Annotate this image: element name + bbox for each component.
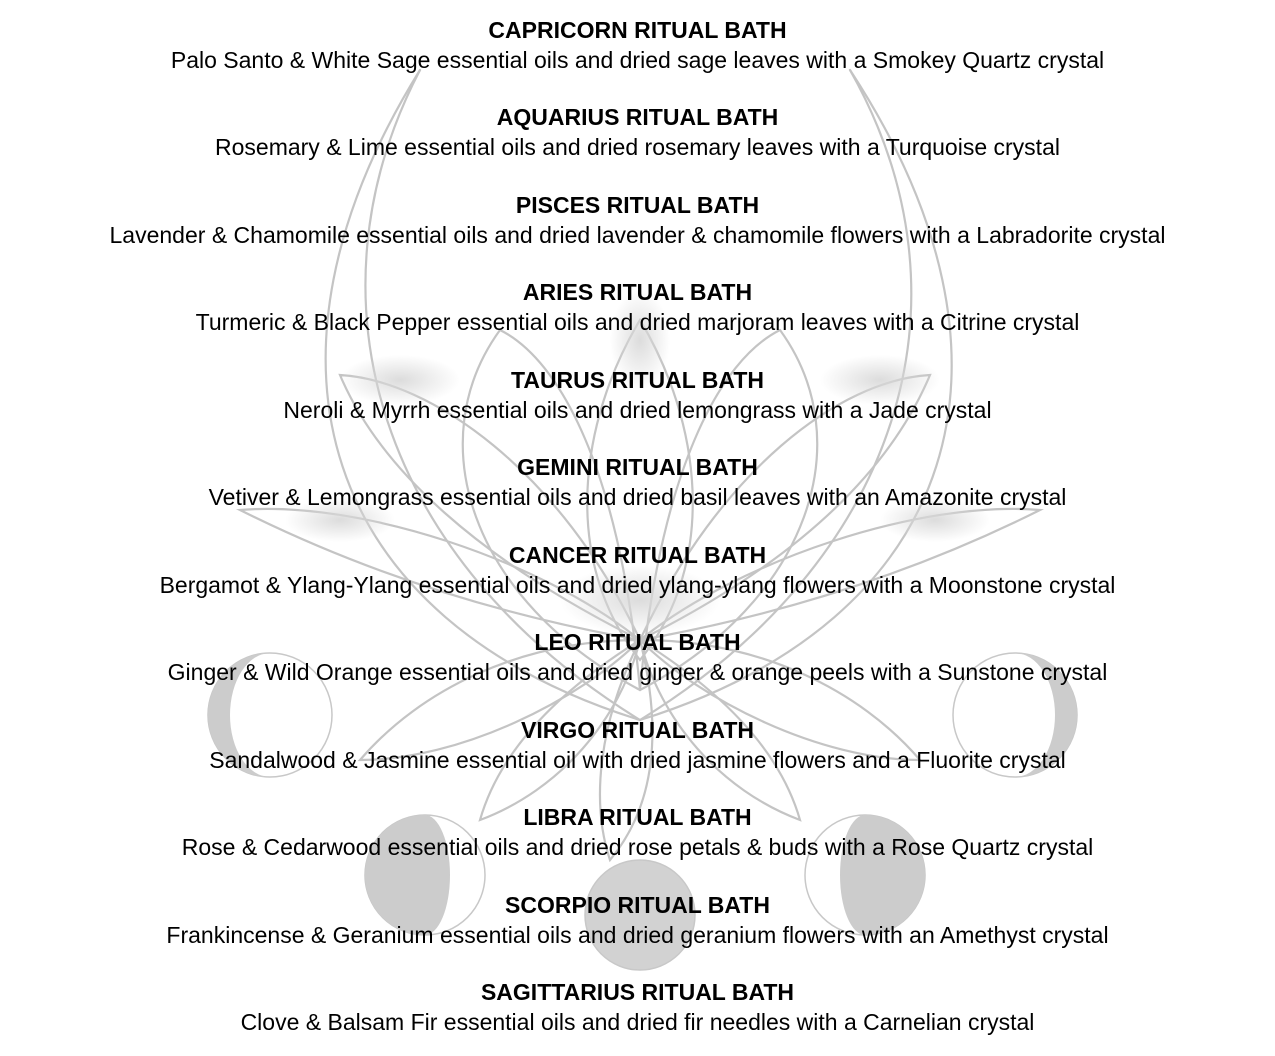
- bath-description: Rose & Cedarwood essential oils and dried rose petals & buds with a Rose Quartz crystal: [181, 834, 1094, 860]
- list-item: [0, 803, 1275, 862]
- list-item: [0, 891, 1275, 950]
- bath-title: ARIES RITUAL BATH: [522, 279, 753, 305]
- bath-description: Turmeric & Black Pepper essential oils and dried marjoram leaves with a Citrine crystal: [195, 309, 1080, 335]
- bath-title: LIBRA RITUAL BATH: [523, 804, 752, 830]
- list-item: [0, 366, 1275, 425]
- list-item: [0, 628, 1275, 687]
- bath-description: Palo Santo & White Sage essential oils and dried sage leaves with a Smokey Quartz crystal: [170, 47, 1105, 73]
- bath-description: Bergamot & Ylang-Ylang essential oils and dried ylang-ylang flowers with a Moonstone crystal: [159, 572, 1116, 598]
- list-item: [0, 716, 1275, 775]
- list-item: [0, 191, 1275, 250]
- list-item: [0, 278, 1275, 337]
- bath-title: PISCES RITUAL BATH: [515, 192, 760, 218]
- list-item: [0, 16, 1275, 75]
- bath-description: Vetiver & Lemongrass essential oils and dried basil leaves with an Amazonite crystal: [208, 484, 1067, 510]
- bath-description: Ginger & Wild Orange essential oils and dried ginger & orange peels with a Sunstone crystal: [167, 659, 1108, 685]
- bath-title: GEMINI RITUAL BATH: [517, 454, 758, 480]
- bath-title: LEO RITUAL BATH: [534, 629, 741, 655]
- bath-description: Rosemary & Lime essential oils and dried rosemary leaves with a Turquoise crystal: [215, 134, 1060, 160]
- list-item: [0, 978, 1275, 1037]
- bath-title: SCORPIO RITUAL BATH: [505, 892, 770, 918]
- bath-title: VIRGO RITUAL BATH: [521, 717, 754, 743]
- bath-title: CAPRICORN RITUAL BATH: [488, 17, 787, 43]
- bath-description: Frankincense & Geranium essential oils and dried geranium flowers with an Amethyst crystal: [166, 922, 1109, 948]
- list-item: [0, 103, 1275, 162]
- bath-description: Lavender & Chamomile essential oils and dried lavender & chamomile flowers with a Labradorite crystal: [109, 222, 1166, 248]
- list-item: [0, 541, 1275, 600]
- bath-title: SAGITTARIUS RITUAL BATH: [480, 979, 795, 1005]
- bath-title: TAURUS RITUAL BATH: [511, 367, 764, 393]
- bath-title: AQUARIUS RITUAL BATH: [496, 104, 779, 130]
- bath-description: Sandalwood & Jasmine essential oil with dried jasmine flowers and a Fluorite crystal: [209, 747, 1066, 773]
- bath-description: Clove & Balsam Fir essential oils and dried fir needles with a Carnelian crystal: [240, 1009, 1035, 1035]
- list-item: [0, 453, 1275, 512]
- bath-description: Neroli & Myrrh essential oils and dried lemongrass with a Jade crystal: [283, 397, 992, 423]
- bath-title: CANCER RITUAL BATH: [508, 542, 767, 568]
